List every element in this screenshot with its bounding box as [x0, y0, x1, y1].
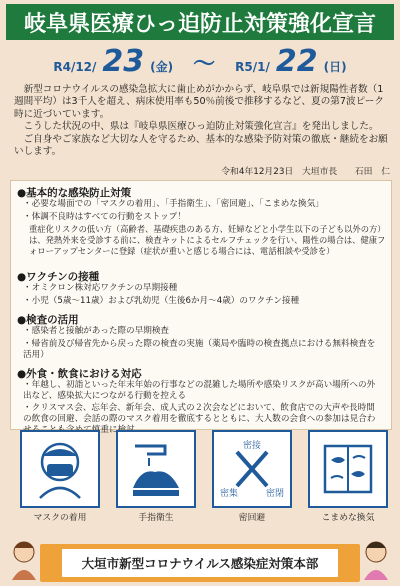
intro-paragraph: こうした状況の中、県は『岐阜県医療ひっ迫防止対策強化宣言』を発出しました。	[23, 121, 379, 133]
list-item: ・感染者と接触があった際の早期検査	[23, 326, 170, 336]
end-day: 22	[275, 44, 318, 79]
avoid-word: 密接	[242, 441, 262, 451]
avoid-word: 密閉	[265, 489, 285, 499]
footer	[0, 540, 400, 586]
hands-card	[116, 430, 196, 508]
intro-paragraph: ご自身やご家族など大切な人を守るため、基本的な感染予防対策の徹底・継続をお願いします。	[14, 133, 388, 158]
list-item: ・小児（5歳〜11歳）および乳幼児（生後6か月〜4歳）のワクチン接種	[23, 296, 300, 306]
footer-organization: 大垣市新型コロナウイルス感染症対策本部	[62, 549, 338, 577]
start-weekday: (金)	[150, 60, 174, 74]
list-item: ・必要な場面での「マスクの着用」、「手指衛生」、「密回避」、「こまめな換気」	[23, 199, 324, 209]
list-item: 重症化リスクの低い方（高齢者、基礎疾患のある方、妊婦などと小学生以下の子ども以外の方）は、発熱外来を受診する前に、検査キットによるセルフチェックを行い、陽性の場合は、健康フォローアップセンターに登録（症状が重いと感じる場合には、電話相談や受診を）	[29, 224, 386, 256]
hands-label: 手指衛生	[138, 513, 174, 523]
start-day: 23	[102, 44, 145, 79]
mask-icon	[30, 438, 90, 500]
page-title: 岐阜県医療ひっ迫防止対策強化宣言	[6, 4, 394, 40]
mask-label: マスクの着用	[33, 513, 87, 523]
vent-label: こまめな換気	[321, 513, 375, 523]
intro-text	[14, 84, 390, 158]
prevention-icons	[10, 430, 390, 522]
avoid-word: 密集	[219, 489, 239, 499]
intro-paragraph: 新型コロナウイルスの感染急拡大に歯止めがかからず、岐阜県では新規陽性者数（1週間平均）は3千人を超え、病床使用率も50％前後で推移するなど、夏の第7波ピーク時に近づいています。	[14, 84, 384, 120]
list-item: ・年越し、初詣といった年末年始の行事などの混雑した場所や感染リスクが高い場所への外出など、感染拡大につながる行動を控える	[23, 380, 376, 401]
list-item: ・オミクロン株対応ワクチンの早期接種	[23, 283, 178, 293]
start-date-prefix: R4/12/	[53, 60, 97, 74]
avoid-card	[212, 430, 292, 508]
section-heading-outing: ●外食・飲食における対応	[17, 368, 142, 380]
handwash-icon	[125, 438, 187, 500]
section-heading-basic: ●基本的な感染防止対策	[17, 187, 132, 199]
mascot-right-icon	[354, 536, 398, 580]
declaration-period	[10, 44, 390, 78]
ventilation-icon	[317, 438, 379, 500]
vent-card	[308, 430, 388, 508]
list-item: ・帰省前及び帰省先から戻った際の検査の実施（薬局や臨時の検査拠点における無料検査を活用）	[23, 339, 376, 360]
section-heading-testing: ●検査の活用	[17, 314, 79, 326]
measures-box	[10, 180, 392, 435]
mask-card	[20, 430, 100, 508]
end-date-prefix: R5/1/	[235, 60, 270, 74]
date-range-tilde: 〜	[193, 52, 216, 77]
avoid-crowds-icon	[217, 436, 287, 502]
signature-line: 令和4年12月23日 大垣市長 石田 仁	[221, 167, 390, 177]
section-heading-vaccine: ●ワクチンの接種	[17, 271, 100, 283]
end-weekday: (日)	[323, 60, 347, 74]
list-item: ・体調不良時はすべての行動をストップ！	[23, 212, 186, 222]
list-item: ・クリスマス会、忘年会、新年会、成人式の２次会などにおいて、飲食店での大声や長時間の飲食の回避、会話の際のマスク着用を徹底するとともに、大人数の会食への参加は見合わ て慎重に検討	[23, 403, 376, 435]
avoid-label: 密回避	[238, 513, 266, 523]
